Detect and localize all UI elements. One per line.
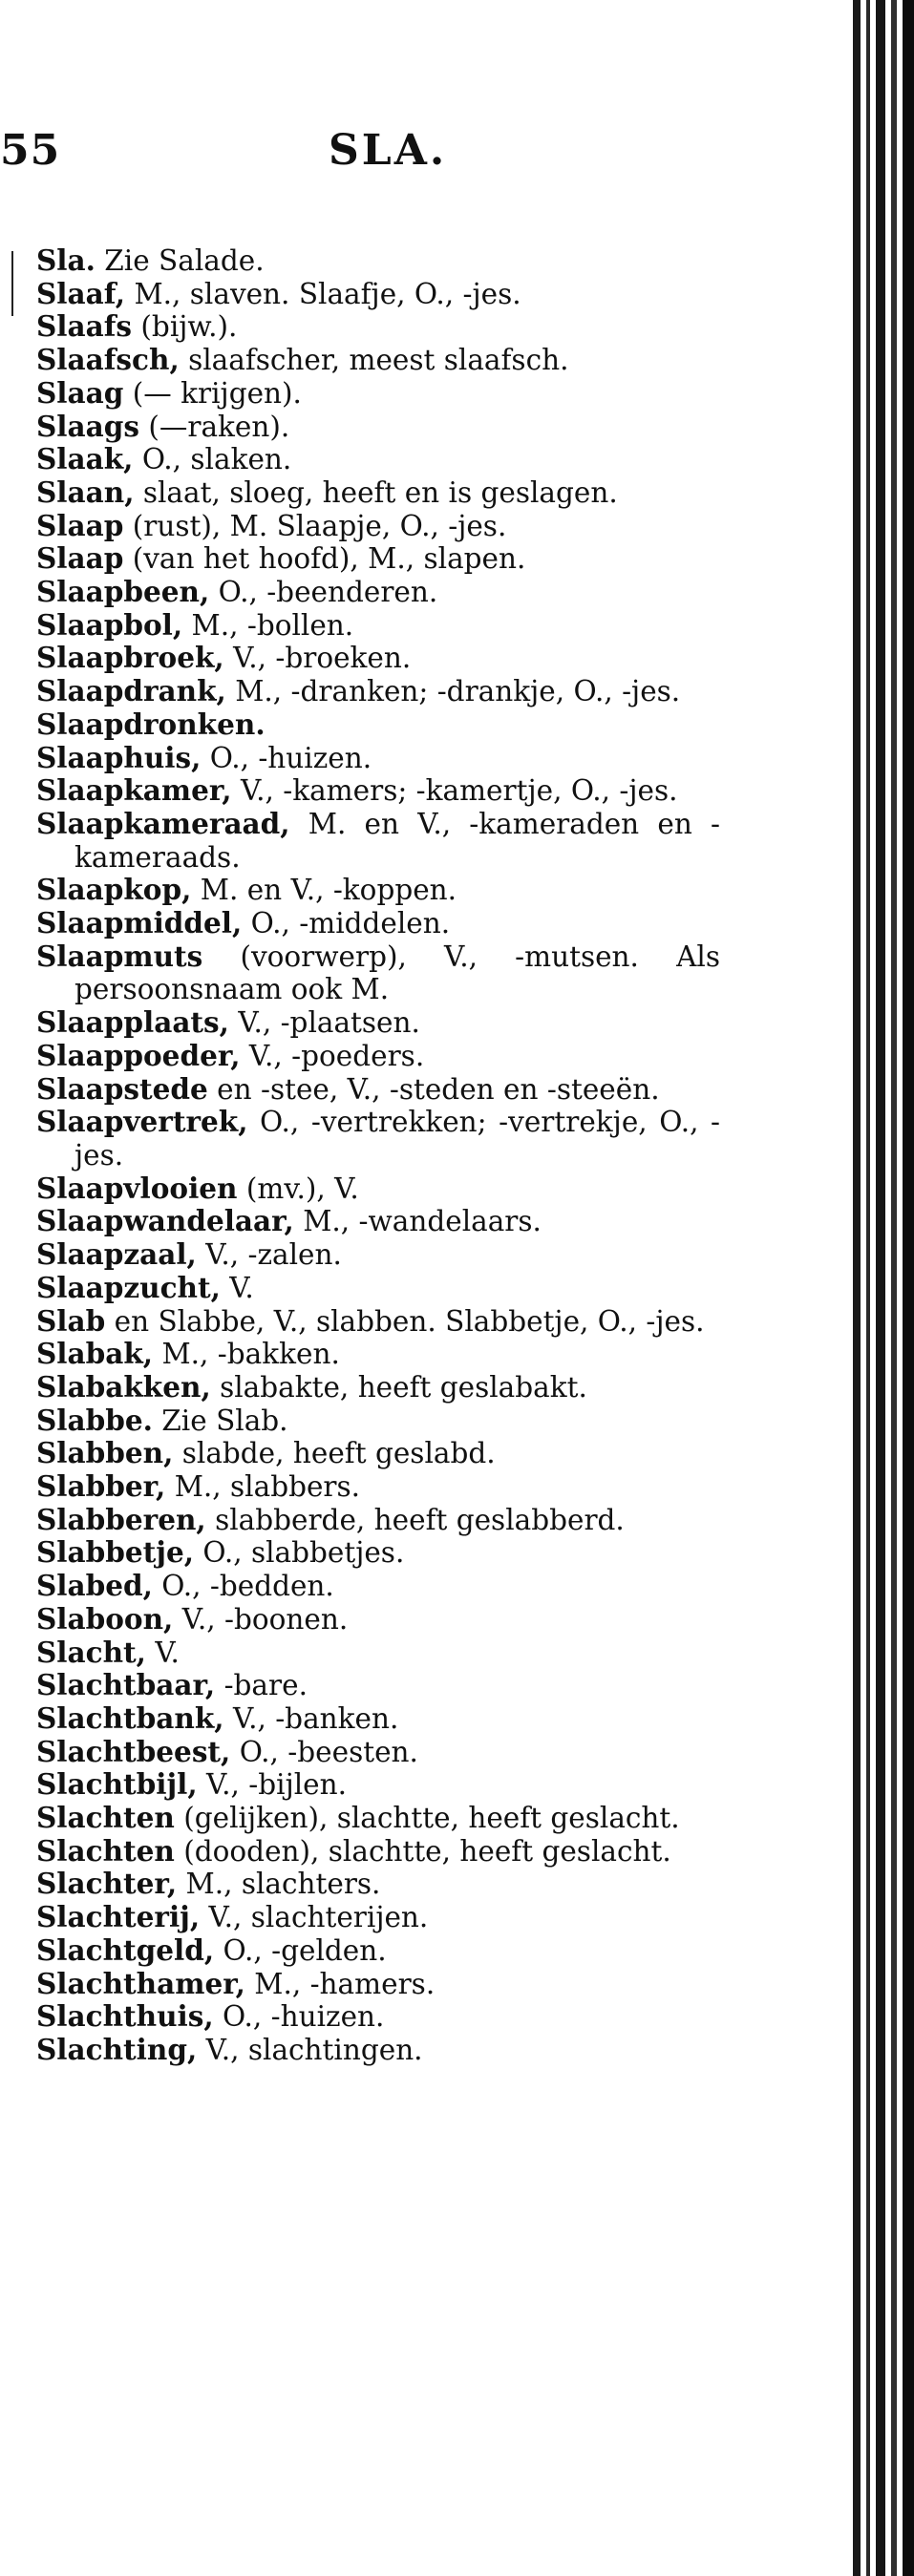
entry-definition: O., -beenderen. xyxy=(209,576,438,609)
dictionary-entry xyxy=(36,1934,720,1968)
entry-definition: (—raken). xyxy=(138,410,290,443)
entry-headword: Slachthamer, xyxy=(36,1966,245,2000)
entry-headword: Slaan, xyxy=(36,475,135,509)
entry-headword: Slabak, xyxy=(36,1337,154,1371)
dictionary-entry xyxy=(36,1073,720,1107)
entry-headword: Slachthuis, xyxy=(36,1999,214,2034)
dictionary-entry xyxy=(36,1504,720,1537)
dictionary-entry xyxy=(36,907,720,940)
entry-headword: Slabberen, xyxy=(36,1502,206,1536)
entry-headword: Slabed, xyxy=(36,1569,153,1603)
entry-headword: Slaapmiddel, xyxy=(36,906,243,940)
entry-headword: Slaaphuis, xyxy=(36,740,202,774)
entry-headword: Slaapstede xyxy=(36,1071,208,1106)
dictionary-entry xyxy=(36,476,720,510)
dictionary-entry xyxy=(36,1305,720,1339)
entry-definition: M., slachters. xyxy=(177,1868,381,1901)
dictionary-entry xyxy=(36,1536,720,1570)
dictionary-entry xyxy=(36,443,720,476)
entry-definition: V., -broeken. xyxy=(223,642,412,675)
dictionary-entry xyxy=(36,344,720,377)
dictionary-entry xyxy=(36,244,720,278)
entry-definition: -bare. xyxy=(215,1669,308,1702)
entry-headword: Slaapvlooien xyxy=(36,1171,238,1205)
entry-definition: Zie Slab. xyxy=(152,1404,288,1437)
entry-definition: M., slabbers. xyxy=(165,1470,361,1504)
dictionary-entry xyxy=(36,1768,720,1802)
entry-definition: slabakte, heeft geslabakt. xyxy=(210,1370,587,1404)
entry-definition: (— krijgen). xyxy=(123,376,302,410)
entry-definition: en Slabbe, V., slabben. Slabbetje, O., -jes. xyxy=(105,1304,705,1338)
entry-definition: V., -poeders. xyxy=(240,1039,425,1072)
entry-definition: O., -bedden. xyxy=(152,1570,334,1603)
entry-definition: V., -plaatsen. xyxy=(228,1006,420,1040)
dictionary-entry xyxy=(36,1272,720,1305)
entry-headword: Sla. xyxy=(36,243,96,277)
entry-headword: Slaappoeder, xyxy=(36,1038,241,1072)
dictionary-entry xyxy=(36,1603,720,1636)
entry-definition: M., -wandelaars. xyxy=(293,1205,542,1238)
entry-headword: Slachting, xyxy=(36,2032,198,2066)
dictionary-entry xyxy=(36,542,720,576)
entry-headword: Slaafs xyxy=(36,309,133,344)
entry-definition: O., -vertrekken; -vertrekje, O., -jes. xyxy=(74,1106,720,1172)
dictionary-entry xyxy=(36,2000,720,2034)
dictionary-entry xyxy=(36,609,720,643)
dictionary-entry xyxy=(36,576,720,609)
dictionary-entry xyxy=(36,1901,720,1934)
entry-definition: M., -dranken; -drankje, O., -jes. xyxy=(225,675,681,708)
entry-headword: Slachten xyxy=(36,1801,175,1835)
entry-definition: V. xyxy=(220,1271,254,1304)
book-binding-edge xyxy=(853,0,914,2576)
entry-headword: Slaapzucht, xyxy=(36,1270,221,1304)
dictionary-entry xyxy=(36,1172,720,1206)
entry-headword: Slaapplaats, xyxy=(36,1005,229,1040)
entry-definition: V. xyxy=(145,1636,180,1669)
dictionary-entry xyxy=(36,278,720,311)
dictionary-entry xyxy=(36,708,720,742)
entry-headword: Slaap xyxy=(36,508,124,542)
entry-definition: (van het hoofd), M., slapen. xyxy=(123,542,526,576)
entry-definition: V., slachterijen. xyxy=(200,1901,429,1934)
entry-headword: Slachtbank, xyxy=(36,1700,224,1735)
entry-definition: M., slaven. Slaafje, O., -jes. xyxy=(125,277,521,310)
entry-headword: Slabbe. xyxy=(36,1403,153,1437)
dictionary-entry xyxy=(36,1835,720,1869)
entry-definition: V., -kamers; -kamertje, O., -jes. xyxy=(231,774,678,808)
dictionary-entry xyxy=(36,1040,720,1073)
entry-definition: (voorwerp), V., -mutsen. Als persoonsnaam ook M. xyxy=(74,940,720,1006)
entry-definition: V., -boonen. xyxy=(173,1602,349,1636)
dictionary-entry xyxy=(36,1702,720,1736)
entry-definition: V., -banken. xyxy=(223,1701,399,1735)
dictionary-entry xyxy=(36,1736,720,1769)
entry-definition: slabde, heeft geslabd. xyxy=(173,1437,496,1470)
entry-headword: Slabben, xyxy=(36,1436,174,1470)
entry-definition: (bijw.). xyxy=(132,310,238,344)
dictionary-entry xyxy=(36,1669,720,1702)
entry-headword: Slaapbol, xyxy=(36,607,183,642)
entry-headword: Slaapkop, xyxy=(36,873,192,907)
entry-definition: V., slachtingen. xyxy=(197,2033,423,2066)
entry-headword: Slachten xyxy=(36,1833,175,1868)
dictionary-entry xyxy=(36,1968,720,2001)
entry-definition: O., -beesten. xyxy=(230,1735,418,1768)
dictionary-entry xyxy=(36,1570,720,1603)
dictionary-entry xyxy=(36,742,720,775)
page-header xyxy=(0,126,914,183)
entry-definition: M., -hamers. xyxy=(244,1967,436,2000)
entry-definition: M. en V., -koppen. xyxy=(191,874,457,907)
entry-headword: Slaafsch, xyxy=(36,343,180,377)
entry-headword: Slabbetje, xyxy=(36,1535,194,1570)
entry-headword: Slabber, xyxy=(36,1469,166,1504)
entry-headword: Slaag xyxy=(36,375,124,410)
entry-headword: Slaap xyxy=(36,541,124,576)
dictionary-entry xyxy=(36,1338,720,1371)
entry-definition: O., -gelden. xyxy=(214,1933,387,1967)
entry-definition: en -stee, V., -steden en -steeën. xyxy=(207,1072,660,1106)
entry-definition: V., -bijlen. xyxy=(197,1768,348,1802)
entry-headword: Slaapvertrek, xyxy=(36,1105,248,1139)
entry-definition: Zie Salade. xyxy=(95,244,265,277)
dictionary-entry xyxy=(36,1371,720,1404)
entry-headword: Slaags xyxy=(36,409,139,443)
dictionary-entry xyxy=(36,1802,720,1835)
dictionary-entry xyxy=(36,310,720,344)
entry-headword: Slacht, xyxy=(36,1635,146,1669)
entry-definition: O., -huizen. xyxy=(201,741,372,774)
entry-definition: M., -bakken. xyxy=(153,1338,340,1371)
entry-definition: O., -middelen. xyxy=(242,907,451,940)
margin-rule xyxy=(11,251,13,316)
entry-definition: M., -bollen. xyxy=(182,608,354,642)
entry-definition: (dooden), slachtte, heeft geslacht. xyxy=(174,1834,671,1868)
dictionary-entry xyxy=(36,1238,720,1272)
dictionary-entry xyxy=(36,940,720,1006)
dictionary-entry xyxy=(36,1106,720,1172)
dictionary-entry xyxy=(36,1205,720,1238)
dictionary-entry xyxy=(36,510,720,543)
dictionary-entry xyxy=(36,411,720,444)
entry-definition: V., -zalen. xyxy=(196,1238,342,1272)
entry-headword: Slaapbeen, xyxy=(36,575,210,609)
entry-headword: Slachtgeld, xyxy=(36,1932,215,1967)
entry-headword: Slachtbeest, xyxy=(36,1734,231,1768)
dictionary-entry xyxy=(36,1006,720,1040)
entry-headword: Slabakken, xyxy=(36,1369,211,1404)
page-title: SLA. xyxy=(329,126,448,175)
dictionary-entry xyxy=(36,1437,720,1470)
page-number: 55 xyxy=(0,126,61,175)
dictionary-entry xyxy=(36,1404,720,1438)
entry-headword: Slaapkameraad, xyxy=(36,806,290,840)
entry-definition: (gelijken), slachtte, heeft geslacht. xyxy=(174,1802,680,1835)
entry-definition: O., -huizen. xyxy=(213,2000,385,2034)
entry-headword: Slaapmuts xyxy=(36,939,203,973)
dictionary-entry xyxy=(36,874,720,907)
dictionary-entries xyxy=(36,244,720,2067)
entry-headword: Slachter, xyxy=(36,1867,178,1901)
entry-definition: slaafscher, meest slaafsch. xyxy=(179,344,569,377)
entry-headword: Slaboon, xyxy=(36,1601,174,1636)
entry-headword: Slaapdrank, xyxy=(36,674,226,708)
dictionary-entry xyxy=(36,642,720,675)
entry-definition: O., slabbetjes. xyxy=(194,1536,405,1570)
dictionary-entry xyxy=(36,774,720,808)
dictionary-entry xyxy=(36,1636,720,1670)
dictionary-entry xyxy=(36,377,720,411)
entry-definition: (rust), M. Slaapje, O., -jes. xyxy=(123,509,507,542)
entry-headword: Slachterij, xyxy=(36,1900,201,1934)
dictionary-entry xyxy=(36,808,720,874)
entry-headword: Slaapzaal, xyxy=(36,1237,197,1272)
entry-headword: Slaapwandelaar, xyxy=(36,1204,294,1238)
entry-headword: Slachtbaar, xyxy=(36,1668,216,1702)
entry-definition: slabberde, heeft geslabberd. xyxy=(205,1503,625,1536)
entry-definition: O., slaken. xyxy=(133,443,292,476)
entry-definition: slaat, sloeg, heeft en is geslagen. xyxy=(134,475,618,509)
entry-headword: Slaak, xyxy=(36,442,134,476)
dictionary-entry xyxy=(36,2034,720,2067)
dictionary-entry xyxy=(36,1470,720,1504)
dictionary-entry xyxy=(36,675,720,708)
entry-headword: Slaaf, xyxy=(36,276,126,310)
entry-headword: Slab xyxy=(36,1303,106,1338)
entry-definition: (mv.), V. xyxy=(237,1172,359,1205)
entry-headword: Slachtbijl, xyxy=(36,1767,198,1802)
dictionary-entry xyxy=(36,1868,720,1901)
entry-headword: Slaapkamer, xyxy=(36,773,232,808)
entry-definition: M. en V., -kameraden en -kameraads. xyxy=(74,807,720,874)
entry-headword: Slaapbroek, xyxy=(36,641,224,675)
entry-headword: Slaapdronken. xyxy=(36,707,266,741)
